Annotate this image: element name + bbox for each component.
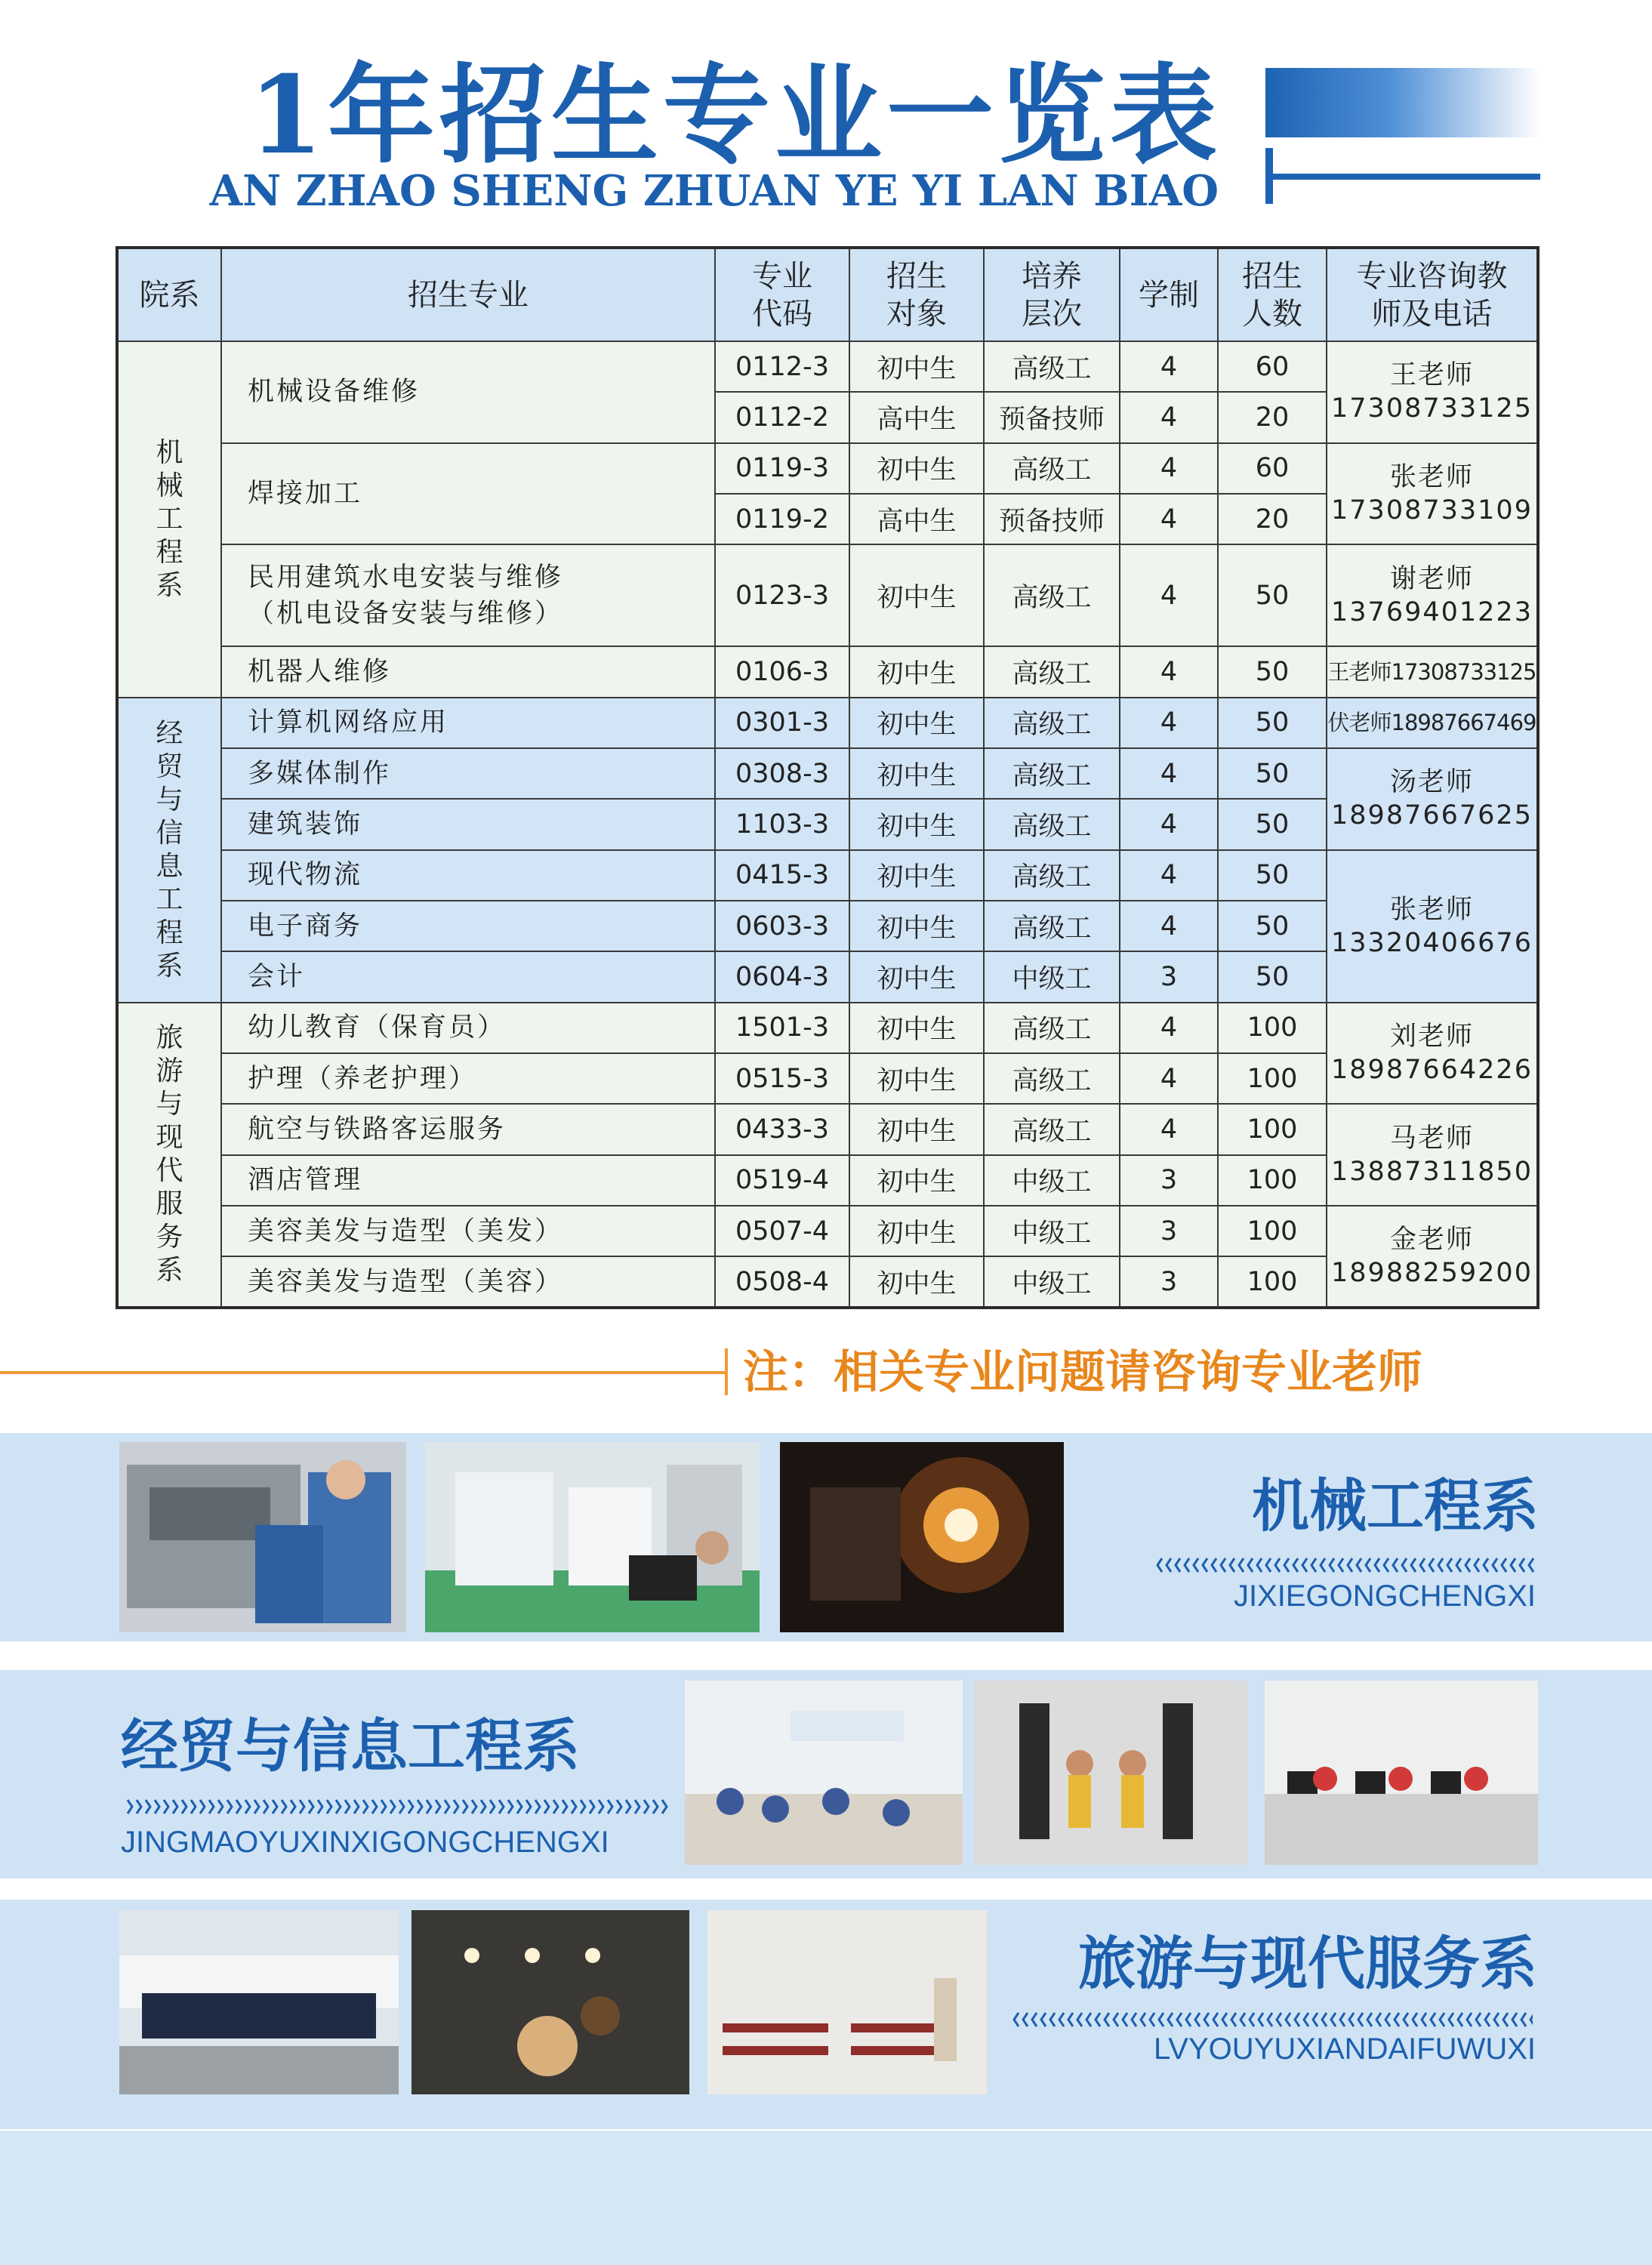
- dept-pinyin-trade-info: JINGMAOYUXINXIGONGCHENGXI: [121, 1826, 609, 1859]
- level-cell: 中级工: [984, 1206, 1120, 1256]
- contact-cell: 金老师 18988259200: [1327, 1206, 1538, 1308]
- years-cell: 4: [1120, 1053, 1218, 1104]
- table-row: [117, 1053, 1538, 1104]
- bottom-band: [0, 2131, 1652, 2265]
- target-cell: 初中生: [849, 1104, 984, 1154]
- table-row: [117, 951, 1538, 1002]
- years-cell: 4: [1120, 1003, 1218, 1053]
- dept-cell-trade-info: 经贸与信息工程系: [117, 698, 221, 1003]
- target-cell: 初中生: [849, 698, 984, 748]
- contact-cell: 张老师 17308733109: [1327, 443, 1538, 545]
- header-target: 招生对象: [849, 248, 984, 341]
- table-row: [117, 1256, 1538, 1308]
- header-major: 招生专业: [221, 248, 715, 341]
- target-cell: 高中生: [849, 392, 984, 442]
- dept-title-tourism-service: 旅游与现代服务系: [1078, 1930, 1537, 1997]
- major-cell: 计算机网络应用: [221, 698, 715, 748]
- level-cell: 高级工: [984, 698, 1120, 748]
- target-cell: 初中生: [849, 748, 984, 799]
- level-cell: 高级工: [984, 748, 1120, 799]
- code-cell: 0112-3: [715, 341, 849, 392]
- major-cell: 航空与铁路客运服务: [221, 1104, 715, 1154]
- target-cell: 初中生: [849, 1155, 984, 1206]
- quota-cell: 50: [1218, 799, 1327, 849]
- contact-cell: 谢老师 13769401223: [1327, 544, 1538, 646]
- enrollment-grid: [116, 246, 1540, 1309]
- header-gradient-block: [1265, 68, 1540, 137]
- table-row: [117, 698, 1538, 748]
- table-row: [117, 341, 1538, 392]
- contact-cell: 王老师17308733125: [1327, 646, 1538, 697]
- table-row: [117, 1104, 1538, 1154]
- table-row: [117, 901, 1538, 951]
- major-cell: 幼儿教育（保育员）: [221, 1003, 715, 1053]
- contact-cell: 张老师 13320406676: [1327, 850, 1538, 1003]
- years-cell: 4: [1120, 901, 1218, 951]
- level-cell: 高级工: [984, 799, 1120, 849]
- photo-computer-lab: [1265, 1681, 1538, 1865]
- header-code: 专业代码: [715, 248, 849, 341]
- years-cell: 3: [1120, 951, 1218, 1002]
- quota-cell: 100: [1218, 1155, 1327, 1206]
- page-title-text: 1年招生专业一览表: [248, 59, 1222, 172]
- years-cell: 4: [1120, 494, 1218, 544]
- major-cell: 会计: [221, 951, 715, 1002]
- table-row: [117, 748, 1538, 799]
- level-cell: 高级工: [984, 544, 1120, 646]
- table-row: [117, 799, 1538, 849]
- dept-title-trade-info: 经贸与信息工程系: [121, 1712, 580, 1780]
- major-cell: 机器人维修: [221, 646, 715, 697]
- target-cell: 初中生: [849, 646, 984, 697]
- photo-cnc-workshop: [425, 1442, 760, 1632]
- code-cell: 0119-3: [715, 443, 849, 494]
- code-cell: 0603-3: [715, 901, 849, 951]
- major-cell: 建筑装饰: [221, 799, 715, 849]
- level-cell: 中级工: [984, 1256, 1120, 1308]
- quota-cell: 50: [1218, 748, 1327, 799]
- dept-cell-mechanical: 机械工程系: [117, 341, 221, 698]
- dept-cell-tourism-service: 旅游与现代服务系: [117, 1003, 221, 1308]
- years-cell: 3: [1120, 1256, 1218, 1308]
- target-cell: 初中生: [849, 1256, 984, 1308]
- level-cell: 高级工: [984, 443, 1120, 494]
- years-cell: 4: [1120, 443, 1218, 494]
- quota-cell: 50: [1218, 850, 1327, 901]
- note-divider-tick: [725, 1348, 728, 1395]
- photo-guzheng-classroom: [707, 1910, 987, 2094]
- years-cell: 4: [1120, 392, 1218, 442]
- years-cell: 4: [1120, 646, 1218, 697]
- quota-cell: 100: [1218, 1053, 1327, 1104]
- quota-cell: 100: [1218, 1256, 1327, 1308]
- photo-railway-students: [119, 1910, 399, 2094]
- enrollment-table: [116, 246, 1536, 1309]
- quota-cell: 60: [1218, 341, 1327, 392]
- photo-electronics-lab: [974, 1681, 1247, 1865]
- years-cell: 4: [1120, 748, 1218, 799]
- years-cell: 4: [1120, 698, 1218, 748]
- level-cell: 高级工: [984, 1003, 1120, 1053]
- quota-cell: 50: [1218, 698, 1327, 748]
- code-cell: 1103-3: [715, 799, 849, 849]
- major-cell: 焊接加工: [221, 443, 715, 545]
- level-cell: 高级工: [984, 901, 1120, 951]
- years-cell: 3: [1120, 1206, 1218, 1256]
- table-row: [117, 1155, 1538, 1206]
- quota-cell: 20: [1218, 392, 1327, 442]
- table-row: [117, 443, 1538, 494]
- target-cell: 初中生: [849, 341, 984, 392]
- header-quota: 招生人数: [1218, 248, 1327, 341]
- photo-vbse-training-center: [685, 1681, 963, 1865]
- table-row: [117, 850, 1538, 901]
- target-cell: 初中生: [849, 799, 984, 849]
- dept-title-mechanical: 机械工程系: [1252, 1472, 1539, 1539]
- target-cell: 初中生: [849, 1206, 984, 1256]
- page-title: [0, 59, 1238, 172]
- photo-welding: [780, 1442, 1064, 1632]
- years-cell: 4: [1120, 544, 1218, 646]
- target-cell: 高中生: [849, 494, 984, 544]
- target-cell: 初中生: [849, 850, 984, 901]
- level-cell: 中级工: [984, 951, 1120, 1002]
- photo-milling-machine: [119, 1442, 406, 1632]
- target-cell: 初中生: [849, 901, 984, 951]
- code-cell: 0507-4: [715, 1206, 849, 1256]
- major-cell: 护理（养老护理）: [221, 1053, 715, 1104]
- quota-cell: 50: [1218, 901, 1327, 951]
- consult-note: 注：相关专业问题请咨询专业老师: [743, 1346, 1422, 1399]
- code-cell: 0123-3: [715, 544, 849, 646]
- chevron-decoration-icon: [1012, 2011, 1533, 2028]
- photo-beauty-salon: [411, 1910, 689, 2094]
- major-cell: 民用建筑水电安装与维修 （机电设备安装与维修）: [221, 544, 715, 646]
- header-contact: 专业咨询教师及电话: [1327, 248, 1538, 341]
- major-cell: 美容美发与造型（美发）: [221, 1206, 715, 1256]
- page-title-pinyin-text: AN ZHAO SHENG ZHUAN YE YI LAN BIAO: [209, 166, 1219, 216]
- level-cell: 高级工: [984, 341, 1120, 392]
- quota-cell: 100: [1218, 1104, 1327, 1154]
- header-dept: 院系: [117, 248, 221, 341]
- quota-cell: 50: [1218, 951, 1327, 1002]
- years-cell: 4: [1120, 850, 1218, 901]
- table-row: [117, 1206, 1538, 1256]
- code-cell: 0433-3: [715, 1104, 849, 1154]
- header-deco-horizontal-line: [1265, 174, 1540, 180]
- quota-cell: 60: [1218, 443, 1327, 494]
- contact-cell: 马老师 13887311850: [1327, 1104, 1538, 1206]
- code-cell: 0308-3: [715, 748, 849, 799]
- years-cell: 3: [1120, 1155, 1218, 1206]
- quota-cell: 100: [1218, 1206, 1327, 1256]
- code-cell: 0301-3: [715, 698, 849, 748]
- years-cell: 4: [1120, 1104, 1218, 1154]
- page-title-pinyin: [0, 165, 1223, 217]
- years-cell: 4: [1120, 341, 1218, 392]
- table-row: [117, 544, 1538, 646]
- header-years: 学制: [1120, 248, 1218, 341]
- years-cell: 4: [1120, 799, 1218, 849]
- major-cell: 机械设备维修: [221, 341, 715, 443]
- level-cell: 预备技师: [984, 392, 1120, 442]
- quota-cell: 50: [1218, 646, 1327, 697]
- target-cell: 初中生: [849, 1053, 984, 1104]
- level-cell: 中级工: [984, 1155, 1120, 1206]
- level-cell: 高级工: [984, 850, 1120, 901]
- major-cell: 电子商务: [221, 901, 715, 951]
- target-cell: 初中生: [849, 951, 984, 1002]
- code-cell: 0519-4: [715, 1155, 849, 1206]
- major-cell: 美容美发与造型（美容）: [221, 1256, 715, 1308]
- quota-cell: 50: [1218, 544, 1327, 646]
- code-cell: 0508-4: [715, 1256, 849, 1308]
- level-cell: 高级工: [984, 1104, 1120, 1154]
- code-cell: 0112-2: [715, 392, 849, 442]
- target-cell: 初中生: [849, 544, 984, 646]
- dept-pinyin-tourism-service: LVYOUYUXIANDAIFUWUXI: [1154, 2032, 1536, 2066]
- code-cell: 0604-3: [715, 951, 849, 1002]
- contact-cell: 刘老师 18987664226: [1327, 1003, 1538, 1105]
- dept-pinyin-mechanical: JIXIEGONGCHENGXI: [1233, 1579, 1536, 1613]
- chevron-decoration-icon: [1155, 1557, 1534, 1573]
- level-cell: 高级工: [984, 1053, 1120, 1104]
- table-row: [117, 1003, 1538, 1053]
- code-cell: 1501-3: [715, 1003, 849, 1053]
- target-cell: 初中生: [849, 443, 984, 494]
- table-row: [117, 646, 1538, 697]
- table-header-row: [117, 248, 1538, 341]
- code-cell: 0515-3: [715, 1053, 849, 1104]
- code-cell: 0119-2: [715, 494, 849, 544]
- level-cell: 高级工: [984, 646, 1120, 697]
- contact-cell: 汤老师 18987667625: [1327, 748, 1538, 850]
- major-cell: 多媒体制作: [221, 748, 715, 799]
- major-cell: 现代物流: [221, 850, 715, 901]
- note-divider-line: [0, 1371, 725, 1374]
- code-cell: 0106-3: [715, 646, 849, 697]
- contact-cell: 王老师 17308733125: [1327, 341, 1538, 443]
- header-level: 培养层次: [984, 248, 1120, 341]
- major-cell: 酒店管理: [221, 1155, 715, 1206]
- target-cell: 初中生: [849, 1003, 984, 1053]
- contact-cell: 伏老师18987667469: [1327, 698, 1538, 748]
- level-cell: 预备技师: [984, 494, 1120, 544]
- code-cell: 0415-3: [715, 850, 849, 901]
- quota-cell: 100: [1218, 1003, 1327, 1053]
- quota-cell: 20: [1218, 494, 1327, 544]
- chevron-decoration-icon: [125, 1798, 669, 1815]
